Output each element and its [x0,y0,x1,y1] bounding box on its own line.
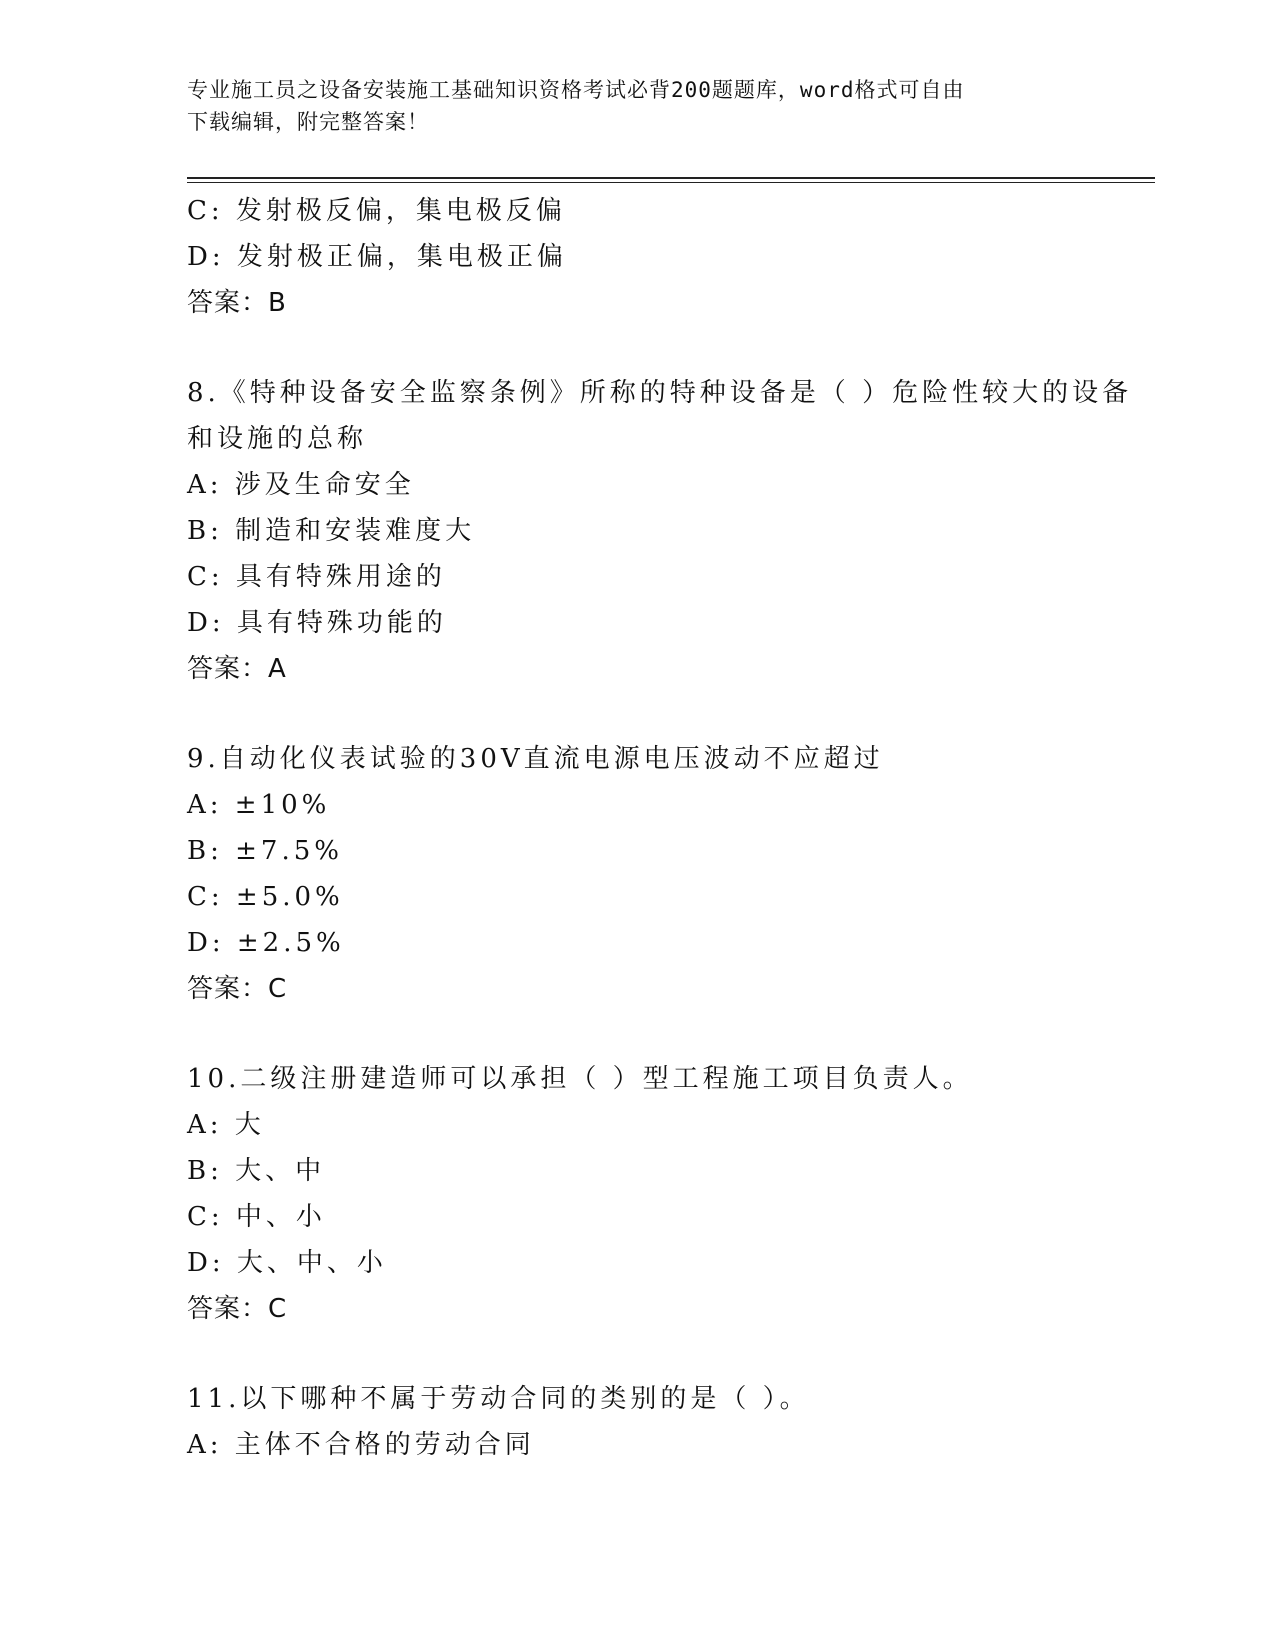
answer-line: 答案：C [187,1294,288,1324]
option-a: A: 涉及生命安全 [187,470,415,500]
header-line-1: 专业施工员之设备安装施工基础知识资格考试必背200题题库，word格式可自由 [187,78,965,102]
option-d: D: 大、中、小 [187,1248,387,1278]
question-block-9 [187,736,1147,1012]
document-header [187,74,1087,138]
header-divider-thick [187,177,1155,179]
option-c: C: ±5.0% [187,882,344,912]
option-d: D: 具有特殊功能的 [187,608,447,638]
option-a: A: 主体不合格的劳动合同 [187,1430,535,1460]
option-c: C: 发射极反偏，集电极反偏 [187,196,566,226]
answer-line: 答案：B [187,288,287,318]
option-a: A: ±10% [187,790,331,820]
option-d: D: ±2.5% [187,928,345,958]
answer-line: 答案：C [187,974,288,1004]
question-block-10 [187,1056,1147,1332]
option-c: C: 具有特殊用途的 [187,562,446,592]
option-c: C: 中、小 [187,1202,326,1232]
question-block-8 [187,370,1147,692]
option-b: B: 制造和安装难度大 [187,516,476,546]
header-line-2: 下载编辑，附完整答案！ [187,110,429,134]
question-title: 11.以下哪种不属于劳动合同的类别的是（ ）。 [187,1384,810,1414]
question-title: 8.《特种设备安全监察条例》所称的特种设备是（ ）危险性较大的设备和设施的总称 [187,378,1133,454]
question-list [187,188,1147,1468]
question-block-11 [187,1376,1147,1468]
question-title: 9.自动化仪表试验的30V直流电源电压波动不应超过 [187,744,884,774]
option-d: D: 发射极正偏，集电极正偏 [187,242,567,272]
option-b: B: ±7.5% [187,836,343,866]
question-block-partial [187,188,1147,326]
answer-line: 答案：A [187,654,287,684]
header-divider-thin [187,182,1155,183]
question-title: 10.二级注册建造师可以承担（ ）型工程施工项目负责人。 [187,1064,973,1094]
option-b: B: 大、中 [187,1156,326,1186]
option-a: A: 大 [187,1110,265,1140]
